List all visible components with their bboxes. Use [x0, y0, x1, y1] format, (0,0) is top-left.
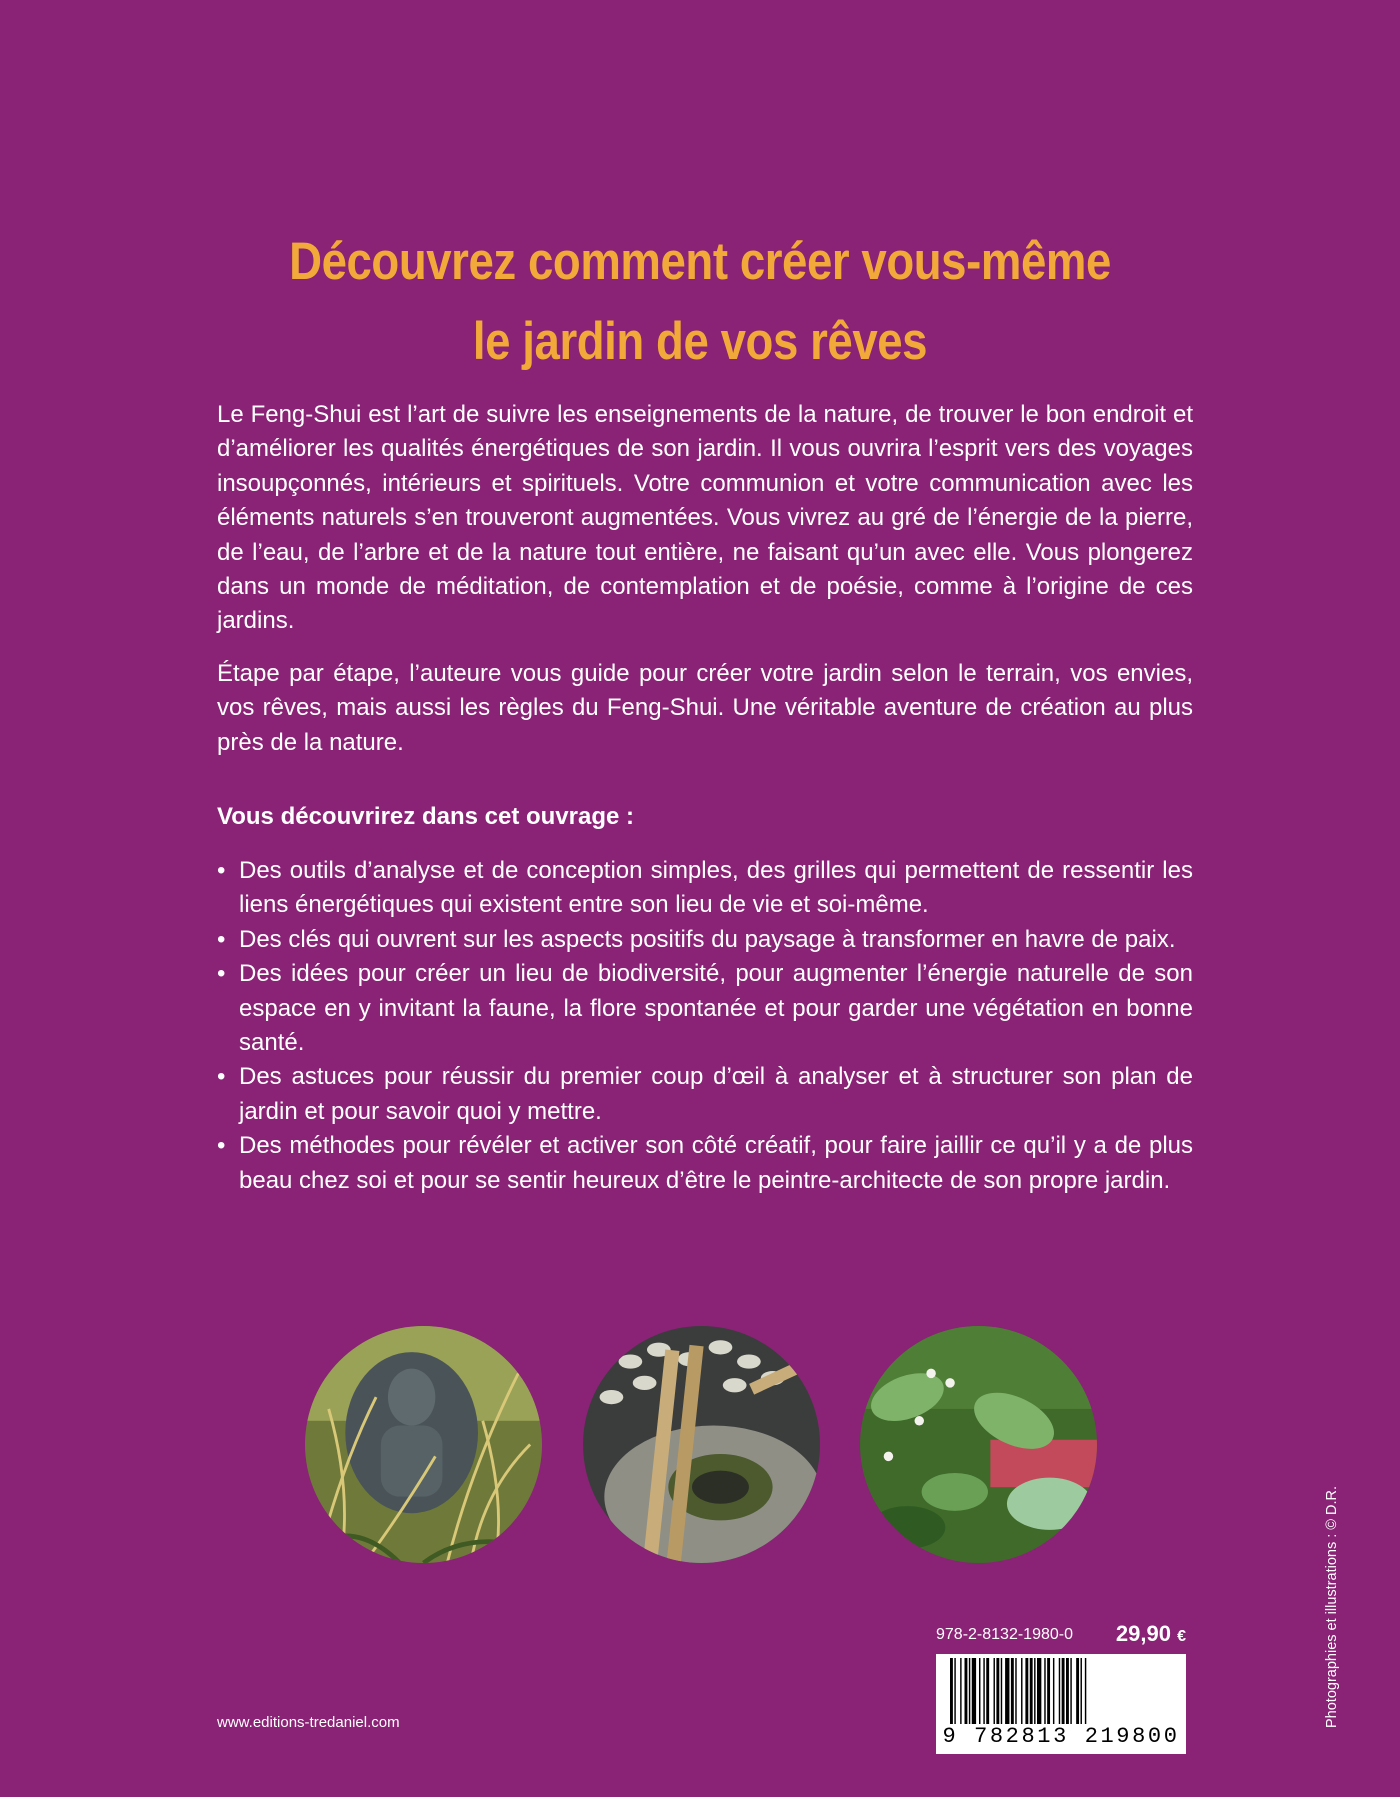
- publisher-website: www.editions-tredaniel.com: [217, 1714, 400, 1731]
- intro-text: [217, 398, 1193, 778]
- list-item: • Des outils d’analyse et de conception simples, des grilles qui permettent de ressentir les liens énergétiques qui existent entre son lieu de vie et soi-même.: [217, 854, 1193, 923]
- isbn: 978-2-8132-1980-0: [936, 1626, 1073, 1643]
- section-heading: Vous découvrirez dans cet ouvrage :: [217, 803, 635, 830]
- list-item: • Des idées pour créer un lieu de biodiversité, pour augmenter l’énergie naturelle de son espace en y invitant la faune, la flore spontanée et pour garder une végétation en bonne santé.: [217, 957, 1193, 1060]
- intro-paragraph-1: Le Feng-Shui est l’art de suivre les enseignements de la nature, de trouver le bon endroit et d’améliorer les qualités énergétiques de son jardin. Il vous ouvrira l’esprit vers des voyages insoupçonnés, intérieurs et spirituels. Votre communion et votre communication avec les éléments naturels s’en trouveront augmentées. Vous vivrez au gré de l’énergie de la pierre, de l’eau, de l’arbre et de la nature tout entière, ne faisant qu’un avec elle. Vous plongerez dans un monde de méditation, de contemplation et de poésie, comme à l’origine de ces jardins.: [217, 401, 1193, 635]
- headline-line-1: Découvrez comment créer vous-même: [289, 232, 1111, 291]
- price-amount: 29,90: [1115, 1621, 1171, 1646]
- feature-list: [217, 854, 1193, 1198]
- headline-line-2: le jardin de vos rêves: [472, 312, 928, 371]
- photo-credit: Photographies et illustrations : © D.R.: [1324, 1486, 1340, 1728]
- barcode-bars-icon: [936, 1654, 1186, 1726]
- list-item: • Des clés qui ouvrent sur les aspects positifs du paysage à transformer en havre de paix.: [217, 923, 1193, 957]
- bamboo-fountain-photo: [583, 1326, 820, 1563]
- green-garden-photo: [860, 1326, 1097, 1563]
- barcode-digits: 9 782813 219800: [936, 1724, 1186, 1750]
- buddha-garden-photo: [305, 1326, 542, 1563]
- barcode: [936, 1654, 1186, 1754]
- currency: €: [1177, 1628, 1186, 1645]
- intro-paragraph-2: Étape par étape, l’auteure vous guide pour créer votre jardin selon le terrain, vos envies, vos rêves, mais aussi les règles du Feng-Shui. Une véritable aventure de création au plus près de la nature.: [217, 659, 1193, 756]
- list-item: • Des astuces pour réussir du premier coup d’œil à analyser et à structurer son plan de jardin et pour savoir quoi y mettre.: [217, 1060, 1193, 1129]
- isbn-price-row: [936, 1621, 1186, 1651]
- price: [1116, 1621, 1186, 1647]
- headline: [98, 222, 1302, 382]
- list-item: • Des méthodes pour révéler et activer son côté créatif, pour faire jaillir ce qu’il y a de plus beau chez soi et pour se sentir heureux d’être le peintre-architecte de son propre jardin.: [217, 1129, 1193, 1198]
